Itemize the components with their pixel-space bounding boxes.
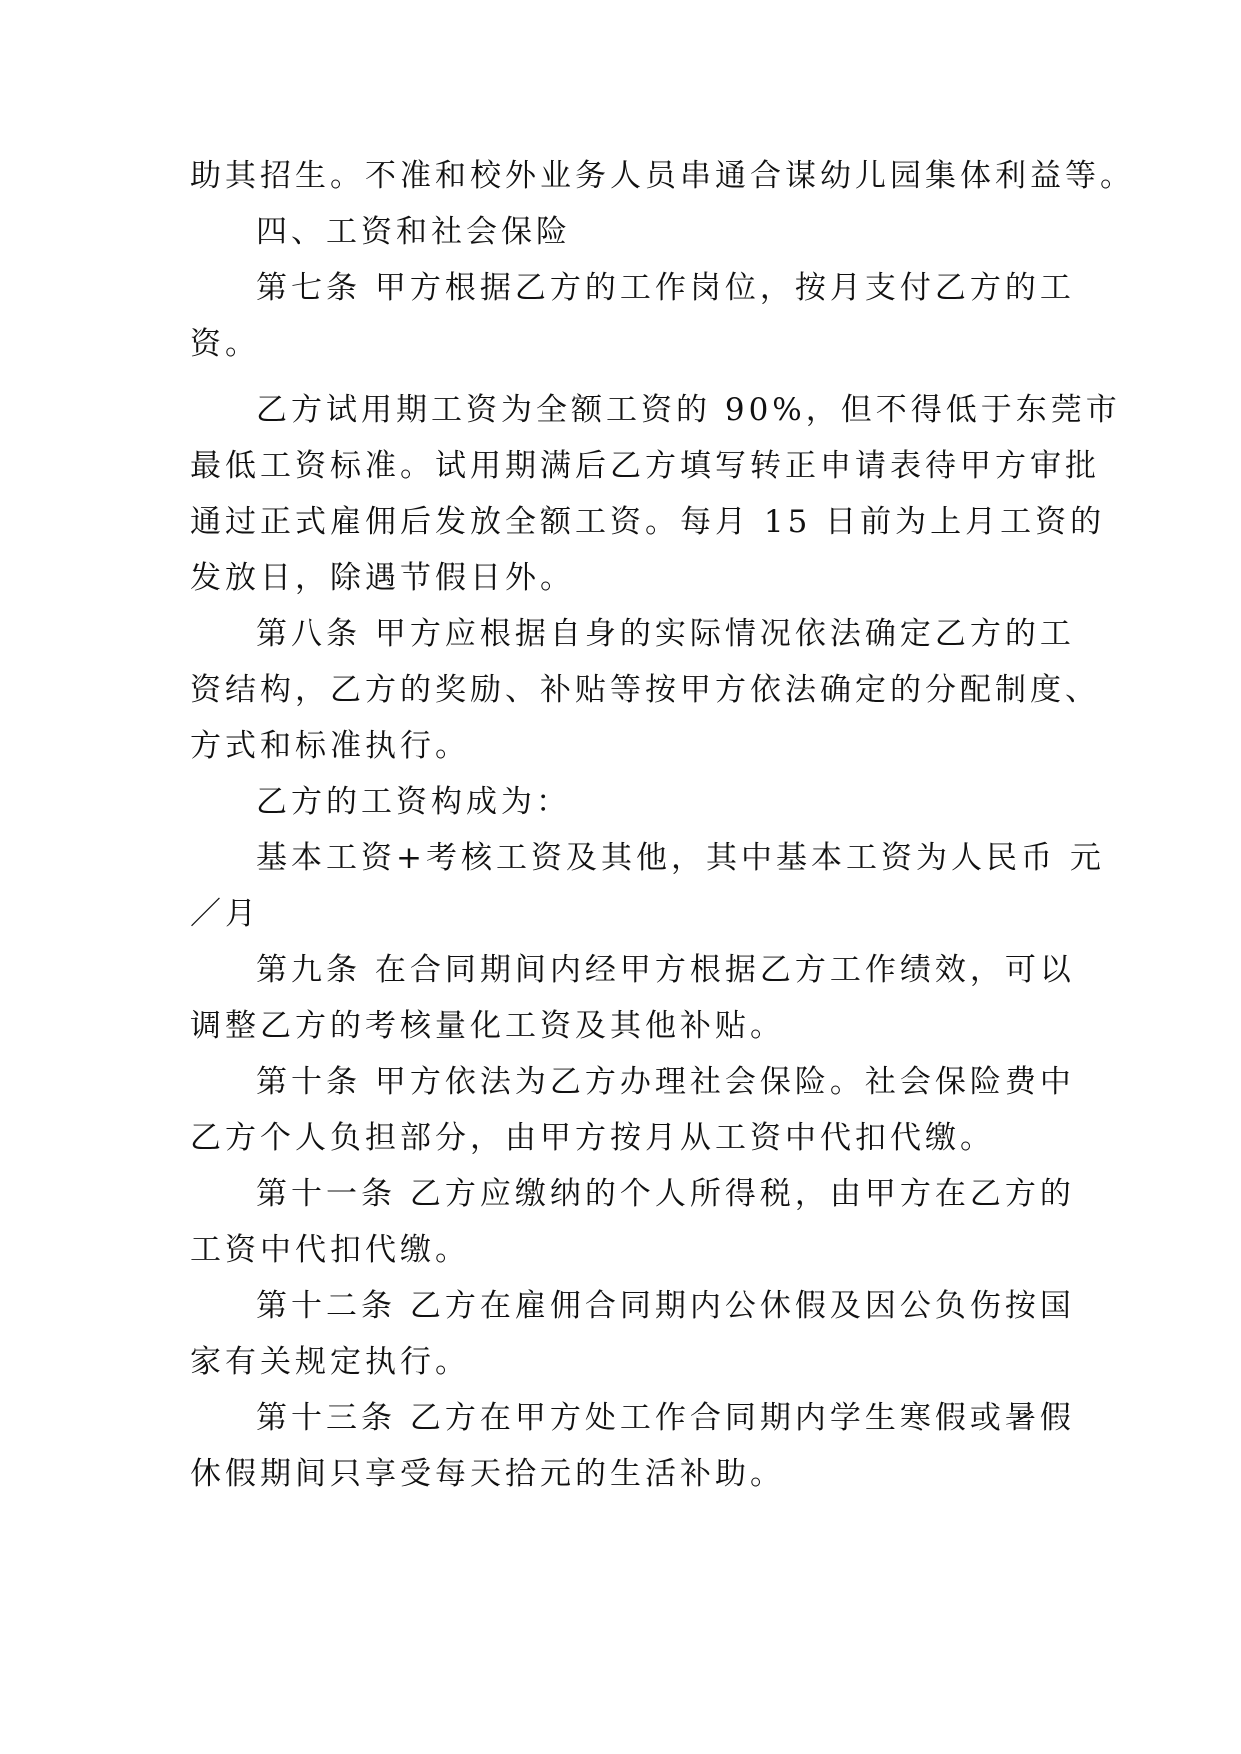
article-7-line-2: 资。 (190, 326, 260, 362)
article-8-line-3: 方式和标准执行。 (190, 728, 470, 764)
article-9-line-2: 调整乙方的考核量化工资及其他补贴。 (190, 1008, 785, 1044)
probation-line-3: 通过正式雇佣后发放全额工资。每月 15 日前为上月工资的 (190, 504, 1106, 540)
article-7-line-1: 第七条 甲方根据乙方的工作岗位，按月支付乙方的工 (256, 270, 1075, 306)
wage-composition-heading: 乙方的工资构成为： (256, 784, 571, 820)
paragraph-line: 助其招生。不准和校外业务人员串通合谋幼儿园集体利益等。 (190, 158, 1135, 194)
probation-line-1: 乙方试用期工资为全额工资的 90%，但不得低于东莞市 (256, 392, 1121, 428)
article-10-line-1: 第十条 甲方依法为乙方办理社会保险。社会保险费中 (256, 1064, 1075, 1100)
probation-line-2: 最低工资标准。试用期满后乙方填写转正申请表待甲方审批 (190, 448, 1100, 484)
article-12-line-1: 第十二条 乙方在雇佣合同期内公休假及因公负伤按国 (256, 1288, 1075, 1324)
article-11-line-1: 第十一条 乙方应缴纳的个人所得税，由甲方在乙方的 (256, 1176, 1075, 1212)
article-9-line-1: 第九条 在合同期间内经甲方根据乙方工作绩效，可以 (256, 952, 1075, 988)
section-heading: 四、工资和社会保险 (256, 214, 571, 250)
wage-composition-line-2: ／月 (190, 896, 260, 932)
wage-composition-line-1: 基本工资+考核工资及其他，其中基本工资为人民币 元 (256, 840, 1105, 876)
article-13-line-2: 休假期间只享受每天拾元的生活补助。 (190, 1456, 785, 1492)
article-11-line-2: 工资中代扣代缴。 (190, 1232, 470, 1268)
document-body (190, 148, 1135, 1502)
article-8-line-2: 资结构，乙方的奖励、补贴等按甲方依法确定的分配制度、 (190, 672, 1100, 708)
article-8-line-1: 第八条 甲方应根据自身的实际情况依法确定乙方的工 (256, 616, 1075, 652)
article-10-line-2: 乙方个人负担部分，由甲方按月从工资中代扣代缴。 (190, 1120, 995, 1156)
article-12-line-2: 家有关规定执行。 (190, 1344, 470, 1380)
probation-line-4: 发放日，除遇节假日外。 (190, 560, 575, 596)
article-13-line-1: 第十三条 乙方在甲方处工作合同期内学生寒假或暑假 (256, 1400, 1075, 1436)
